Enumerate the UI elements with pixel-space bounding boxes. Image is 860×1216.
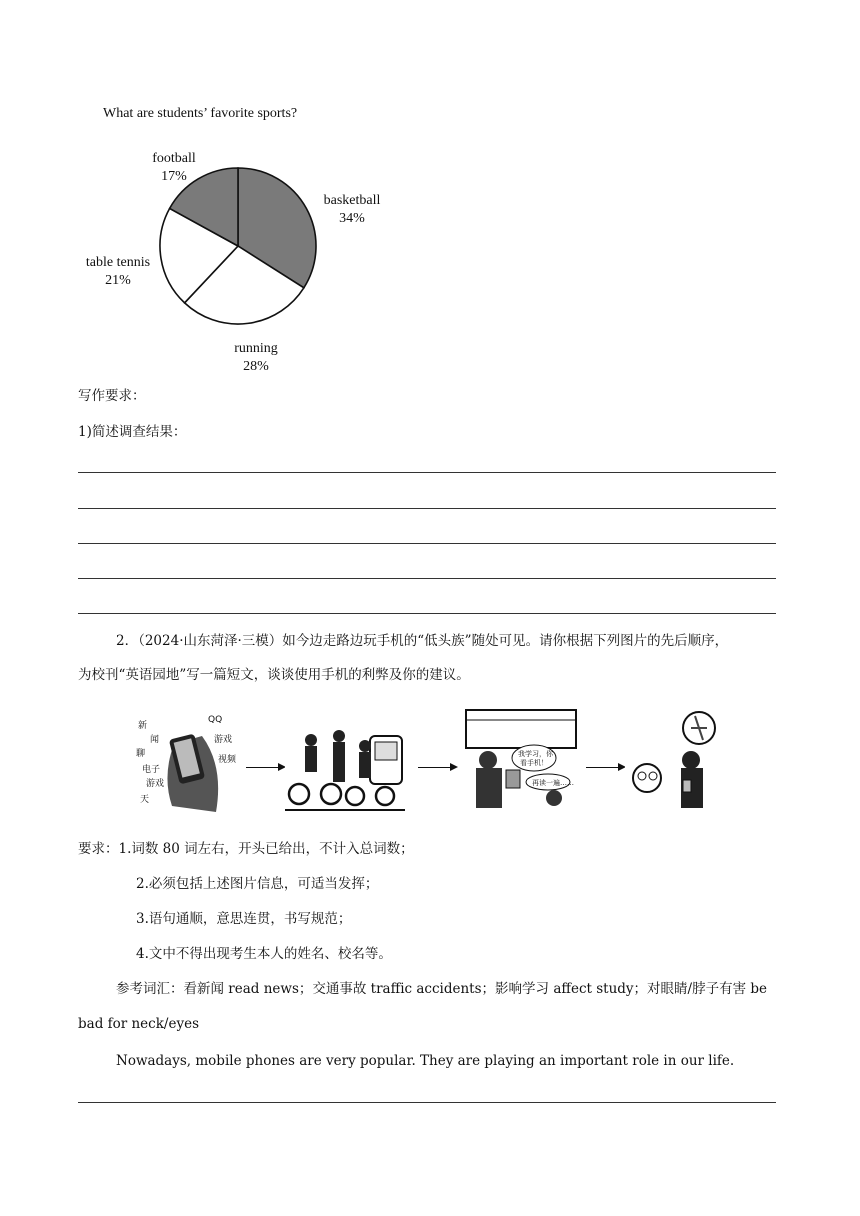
pie-label-name: football [152, 151, 196, 166]
svg-text:游戏: 游戏 [214, 735, 233, 745]
requirement-4: 4.文中不得出现考生本人的姓名、校名等。 [136, 946, 392, 962]
eye-neck-pain-cartoon-icon [625, 706, 735, 816]
answer-line[interactable] [78, 1102, 776, 1103]
requirement-1: 要求：1.词数 80 词左右，开头已给出，不计入总词数； [78, 841, 414, 857]
essay-opening: Nowadays, mobile phones are very popular. They are playing an important role in our life. [116, 1053, 735, 1069]
requirement-3: 3.语句通顺，意思连贯，书写规范； [136, 911, 352, 927]
arrow-icon [418, 767, 456, 768]
answer-line[interactable] [78, 472, 776, 473]
svg-text:闻: 闻 [150, 735, 160, 745]
svg-text:新: 新 [138, 721, 148, 731]
requirement-heading: 写作要求： [78, 388, 146, 404]
bubble-text: 再读一遍…… [532, 779, 574, 787]
pie-chart [60, 140, 400, 380]
chart-title: What are students’ favorite sports? [103, 106, 298, 121]
pie-label-name: running [234, 341, 278, 356]
pie-label-value: 28% [243, 359, 269, 374]
arrow-icon [586, 767, 624, 768]
vocabulary-line: 参考词汇：看新闻 read news；交通事故 traffic accidents；影响学习 affect study；对眼睛/脖子有害 be [116, 981, 768, 997]
requirement-2: 2.必须包括上述图片信息，可适当发挥； [136, 876, 379, 892]
svg-text:天: 天 [140, 795, 150, 805]
phone-apps-cartoon-icon [132, 706, 242, 816]
answer-line[interactable] [78, 578, 776, 579]
street-cyclists-cartoon-icon [285, 706, 405, 816]
vocabulary-line-cont: bad for neck/eyes [78, 1016, 199, 1032]
svg-text:电子: 电子 [142, 765, 161, 775]
question-2-prompt: 2．（2024·山东菏泽·三模）如今边走路边玩手机的“低头族”随处可见。请你根据下列图片的先后顺序， [116, 633, 729, 649]
bubble-text: 我学习，你 [518, 750, 553, 758]
answer-line[interactable] [78, 613, 776, 614]
pie-label-name: table tennis [85, 255, 151, 270]
svg-text:聊: 聊 [136, 749, 146, 759]
arrow-icon [246, 767, 284, 768]
requirement-item-1: 1)简述调查结果： [78, 424, 187, 440]
svg-text:QQ: QQ [208, 715, 223, 725]
pie-label-name: basketball [323, 193, 381, 208]
svg-text:游戏: 游戏 [146, 779, 165, 789]
pie-label-value: 17% [161, 169, 187, 184]
classroom-cartoon-icon [462, 706, 580, 816]
svg-text:视频: 视频 [218, 755, 237, 765]
question-2-prompt-cont: 为校刊“英语园地”写一篇短文，谈谈使用手机的利弊及你的建议。 [78, 667, 470, 683]
pie-label-value: 21% [105, 273, 131, 288]
answer-line[interactable] [78, 543, 776, 544]
bubble-text: 看手机！ [520, 759, 548, 767]
pie-label-value: 34% [339, 211, 365, 226]
answer-line[interactable] [78, 508, 776, 509]
